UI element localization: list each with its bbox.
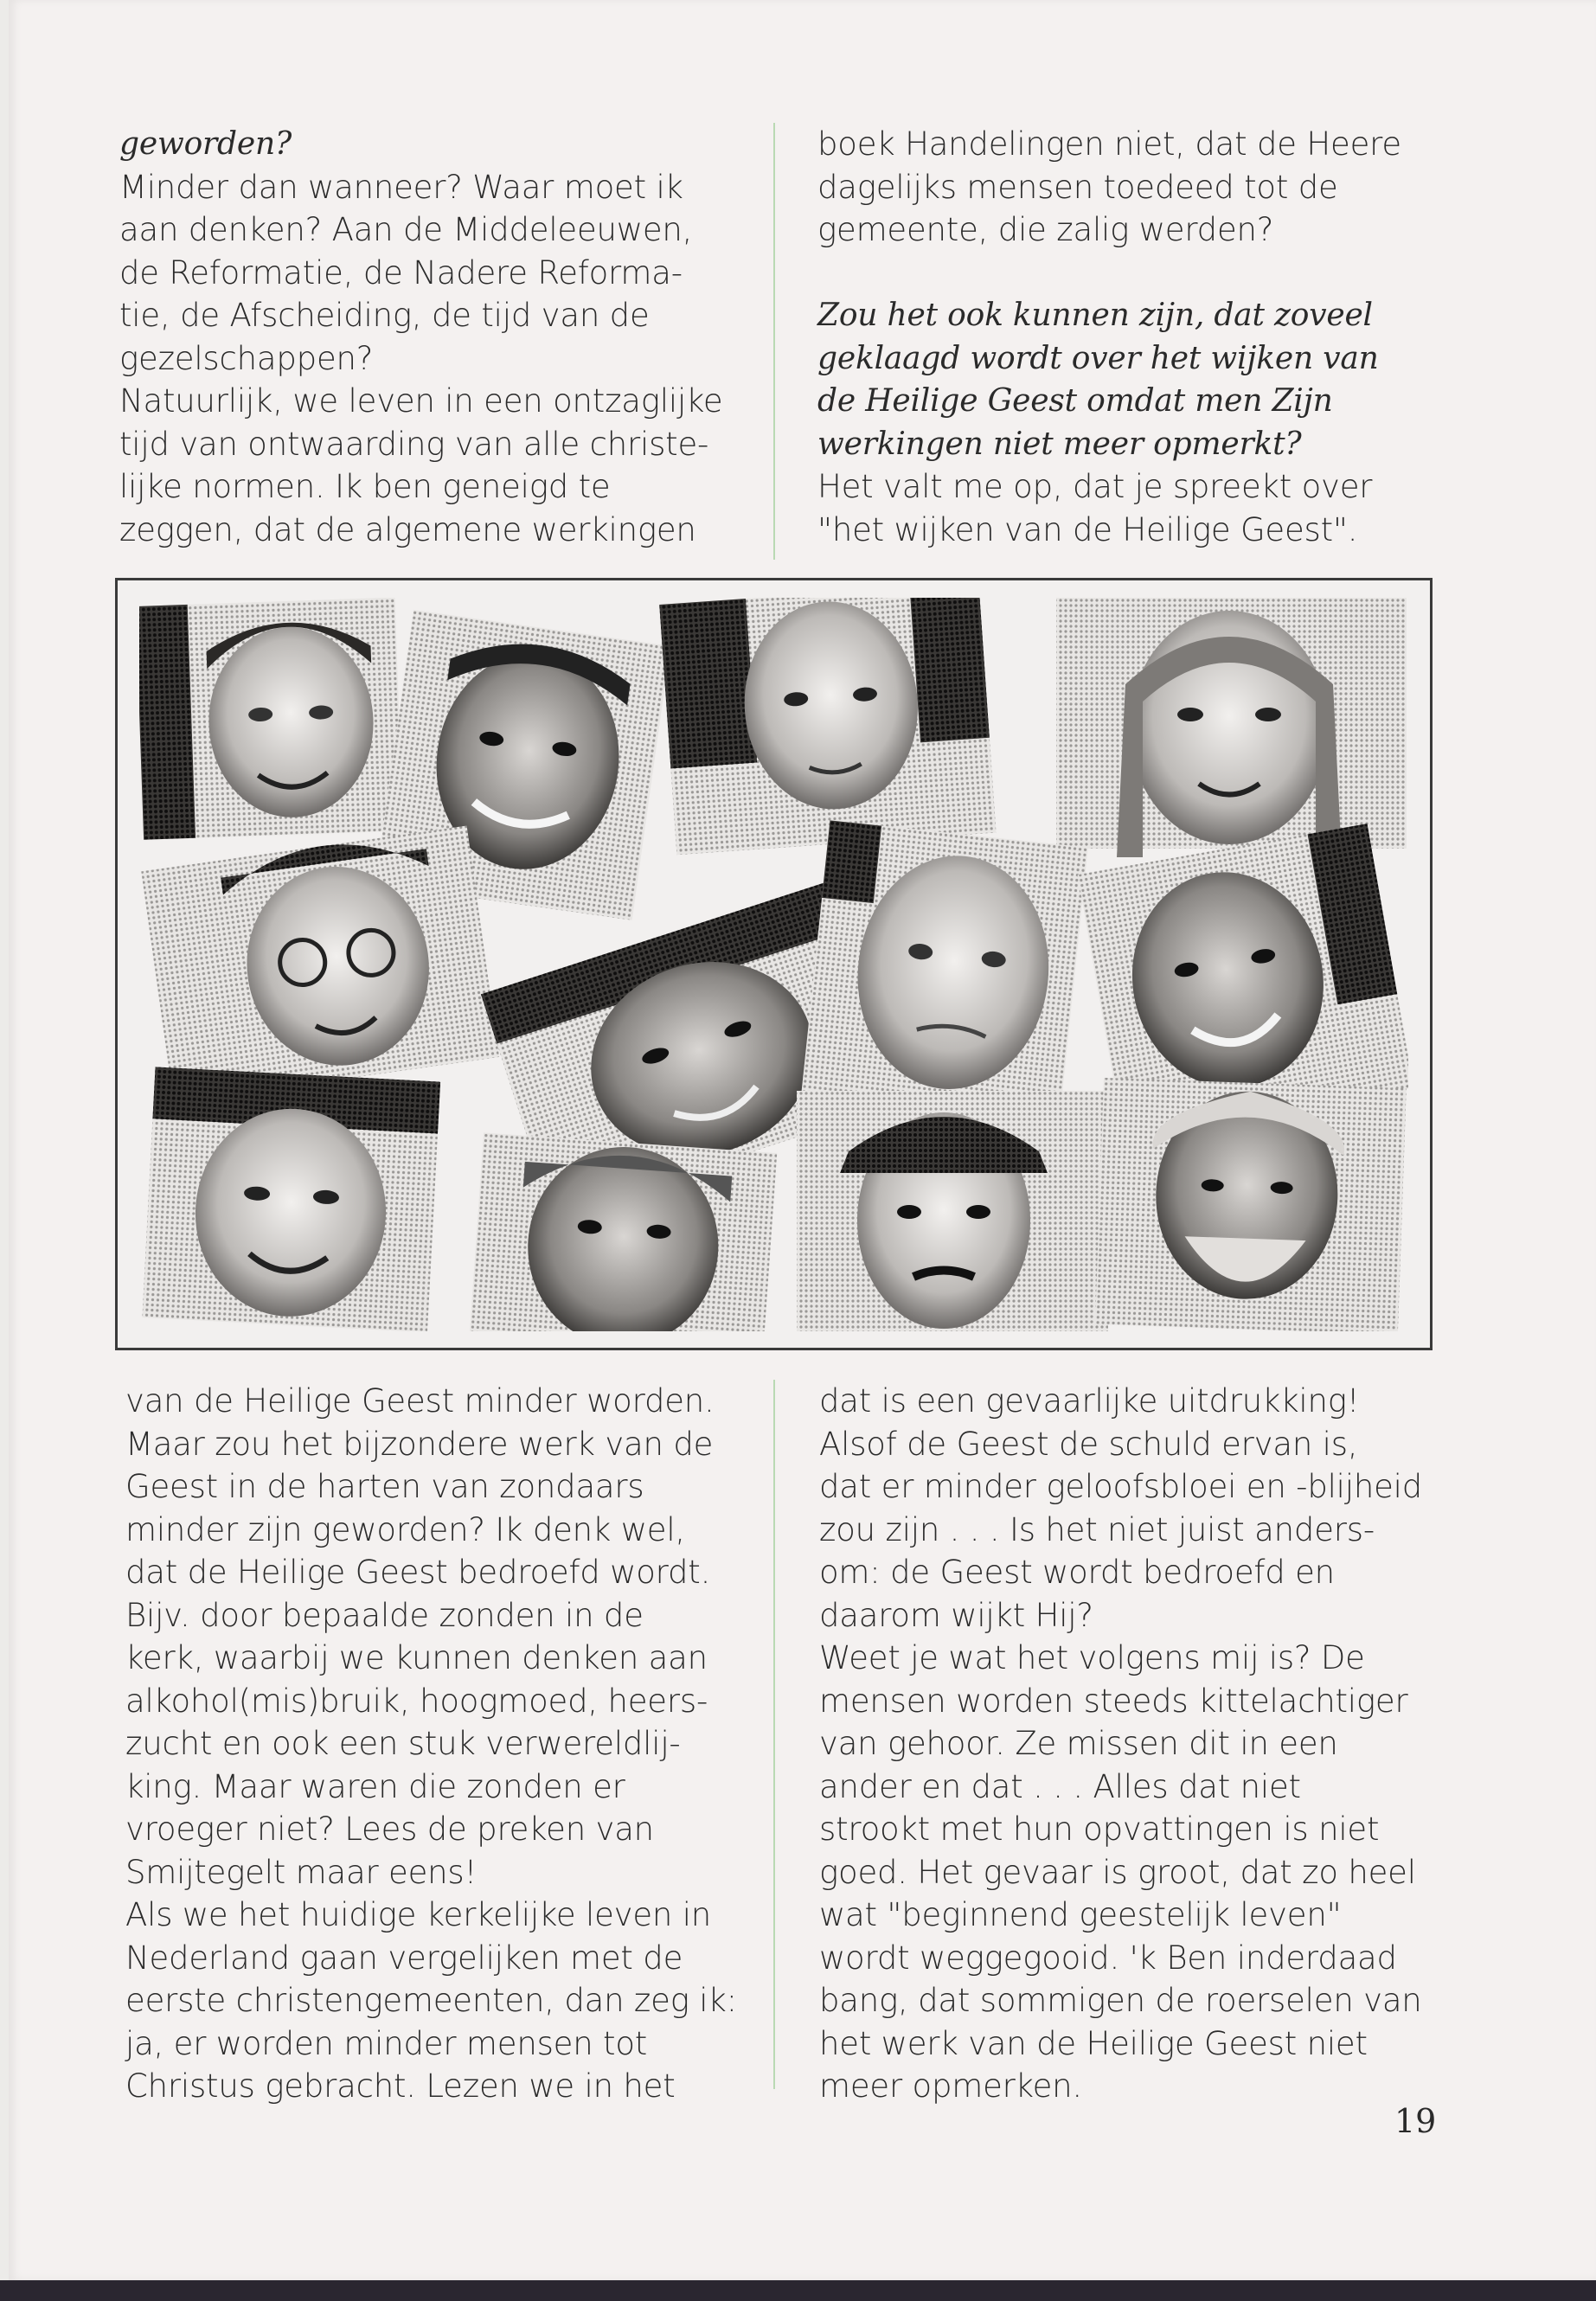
photo-tile (801, 820, 1088, 1123)
text-line: gezelschappen? (119, 339, 374, 377)
text-line: werkingen niet meer opmerkt? (817, 426, 1302, 462)
text-line: Bijv. door bepaalde zonden in de (125, 1596, 644, 1634)
text-line: ja, er worden minder mensen tot (125, 2024, 648, 2062)
text-line: Minder dan wanneer? Waar moet ik (119, 168, 683, 206)
text-line: "het wijken van de Heilige Geest". (817, 510, 1358, 548)
photo-collage-frame (115, 578, 1433, 1350)
text-column-top-left (119, 123, 723, 551)
text-line: de Reformatie, de Nadere Reforma- (119, 253, 683, 292)
scan-edge (0, 2280, 1596, 2301)
text-line: boek Handelingen niet, dat de Heere (817, 125, 1401, 163)
text-line: Geest in de harten van zondaars (125, 1468, 644, 1505)
text-line: minder zijn geworden? Ik denk wel, (125, 1510, 685, 1548)
text-line: zeggen, dat de algemene werkingen (119, 510, 696, 548)
photo-tile (141, 826, 499, 1103)
photo-tile (139, 598, 403, 840)
text-line: Nederland gaan vergelijken met de (125, 1939, 683, 1977)
text-line: tijd van ontwaarding van alle christe- (119, 425, 709, 463)
text-line: lijke normen. Ik ben geneigd te (119, 468, 611, 505)
text-line: tie, de Afscheiding, de tijd van de (119, 297, 650, 334)
text-line: strookt met hun opvattingen is niet (819, 1811, 1380, 1848)
paragraph-gap (817, 252, 1401, 295)
text-line: van de Heilige Geest minder worden. (125, 1382, 715, 1420)
photo-tile (469, 1132, 777, 1331)
text-line: wordt weggegooid. 'k Ben inderdaad (819, 1939, 1397, 1977)
text-line: alkohol(mis)bruik, hoogmoed, heers- (125, 1682, 708, 1720)
text-line: bang, dat sommigen de roerselen van (819, 1982, 1422, 2019)
text-line: Het valt me op, dat je spreekt over (817, 468, 1373, 505)
text-line: mensen worden steeds kittelachtiger (819, 1682, 1408, 1720)
text-line: dagelijks mensen toedeed tot de (817, 168, 1338, 206)
text-column-bottom-left (125, 1380, 737, 2108)
text-line: geworden? (119, 126, 292, 162)
text-line: om: de Geest wordt bedroefd en (819, 1554, 1335, 1591)
text-line: gemeente, die zalig werden? (817, 211, 1274, 248)
text-line: Weet je wat het volgens mij is? De (819, 1639, 1365, 1676)
text-column-bottom-right (819, 1380, 1422, 2108)
text-line: eerste christengemeenten, dan zeg ik: (125, 1982, 737, 2019)
text-line: vroeger niet? Lees de preken van (125, 1811, 654, 1848)
text-line: meer opmerken. (819, 2067, 1082, 2105)
text-line: wat "beginnend geestelijk leven" (819, 1896, 1342, 1933)
text-line: goed. Het gevaar is groot, dat zo heel (819, 1853, 1416, 1891)
text-line: Maar zou het bijzondere werk van de (125, 1425, 714, 1463)
text-line: zou zijn . . . Is het niet juist anders- (819, 1510, 1375, 1548)
text-column-top-right (817, 123, 1401, 551)
photo-tile (1095, 1078, 1407, 1331)
photo-tile (142, 1067, 440, 1331)
text-line: de Heilige Geest omdat men Zijn (817, 383, 1333, 419)
photo-tile (1056, 598, 1407, 857)
text-line: Christus gebracht. Lezen we in het (125, 2067, 676, 2105)
text-line: daarom wijkt Hij? (819, 1596, 1093, 1634)
text-line: het werk van de Heilige Geest niet (819, 2024, 1368, 2062)
photo-tile (797, 1091, 1108, 1331)
text-line: ander en dat . . . Alles dat niet (819, 1767, 1301, 1805)
text-line: Alsof de Geest de schuld ervan is, (819, 1425, 1358, 1463)
page-number: 19 (1394, 2102, 1437, 2140)
faces-collage-image (139, 598, 1408, 1331)
text-line: kerk, waarbij we kunnen denken aan (125, 1639, 708, 1676)
text-line: Als we het huidige kerkelijke leven in (125, 1896, 712, 1933)
text-line: zucht en ook een stuk verwereldlij- (125, 1725, 681, 1762)
text-line: van gehoor. Ze missen dit in een (819, 1725, 1338, 1762)
text-line: dat de Heilige Geest bedroefd wordt. (125, 1554, 711, 1591)
photo-tile (659, 598, 996, 855)
text-line: king. Maar waren die zonden er (125, 1767, 625, 1805)
text-line: dat er minder geloofsbloei en -blijheid (819, 1468, 1423, 1505)
text-line: Zou het ook kunnen zijn, dat zoveel (817, 298, 1373, 333)
text-line: Smijtegelt maar eens! (125, 1853, 478, 1891)
text-line: dat is een gevaarlijke uitdrukking! (819, 1382, 1360, 1420)
text-line: geklaagd wordt over het wijken van (817, 340, 1379, 376)
text-line: aan denken? Aan de Middeleeuwen, (119, 211, 693, 248)
column-divider-top (773, 123, 775, 560)
column-divider-bottom (773, 1380, 775, 2089)
text-line: Natuurlijk, we leven in een ontzaglijke (119, 382, 723, 420)
